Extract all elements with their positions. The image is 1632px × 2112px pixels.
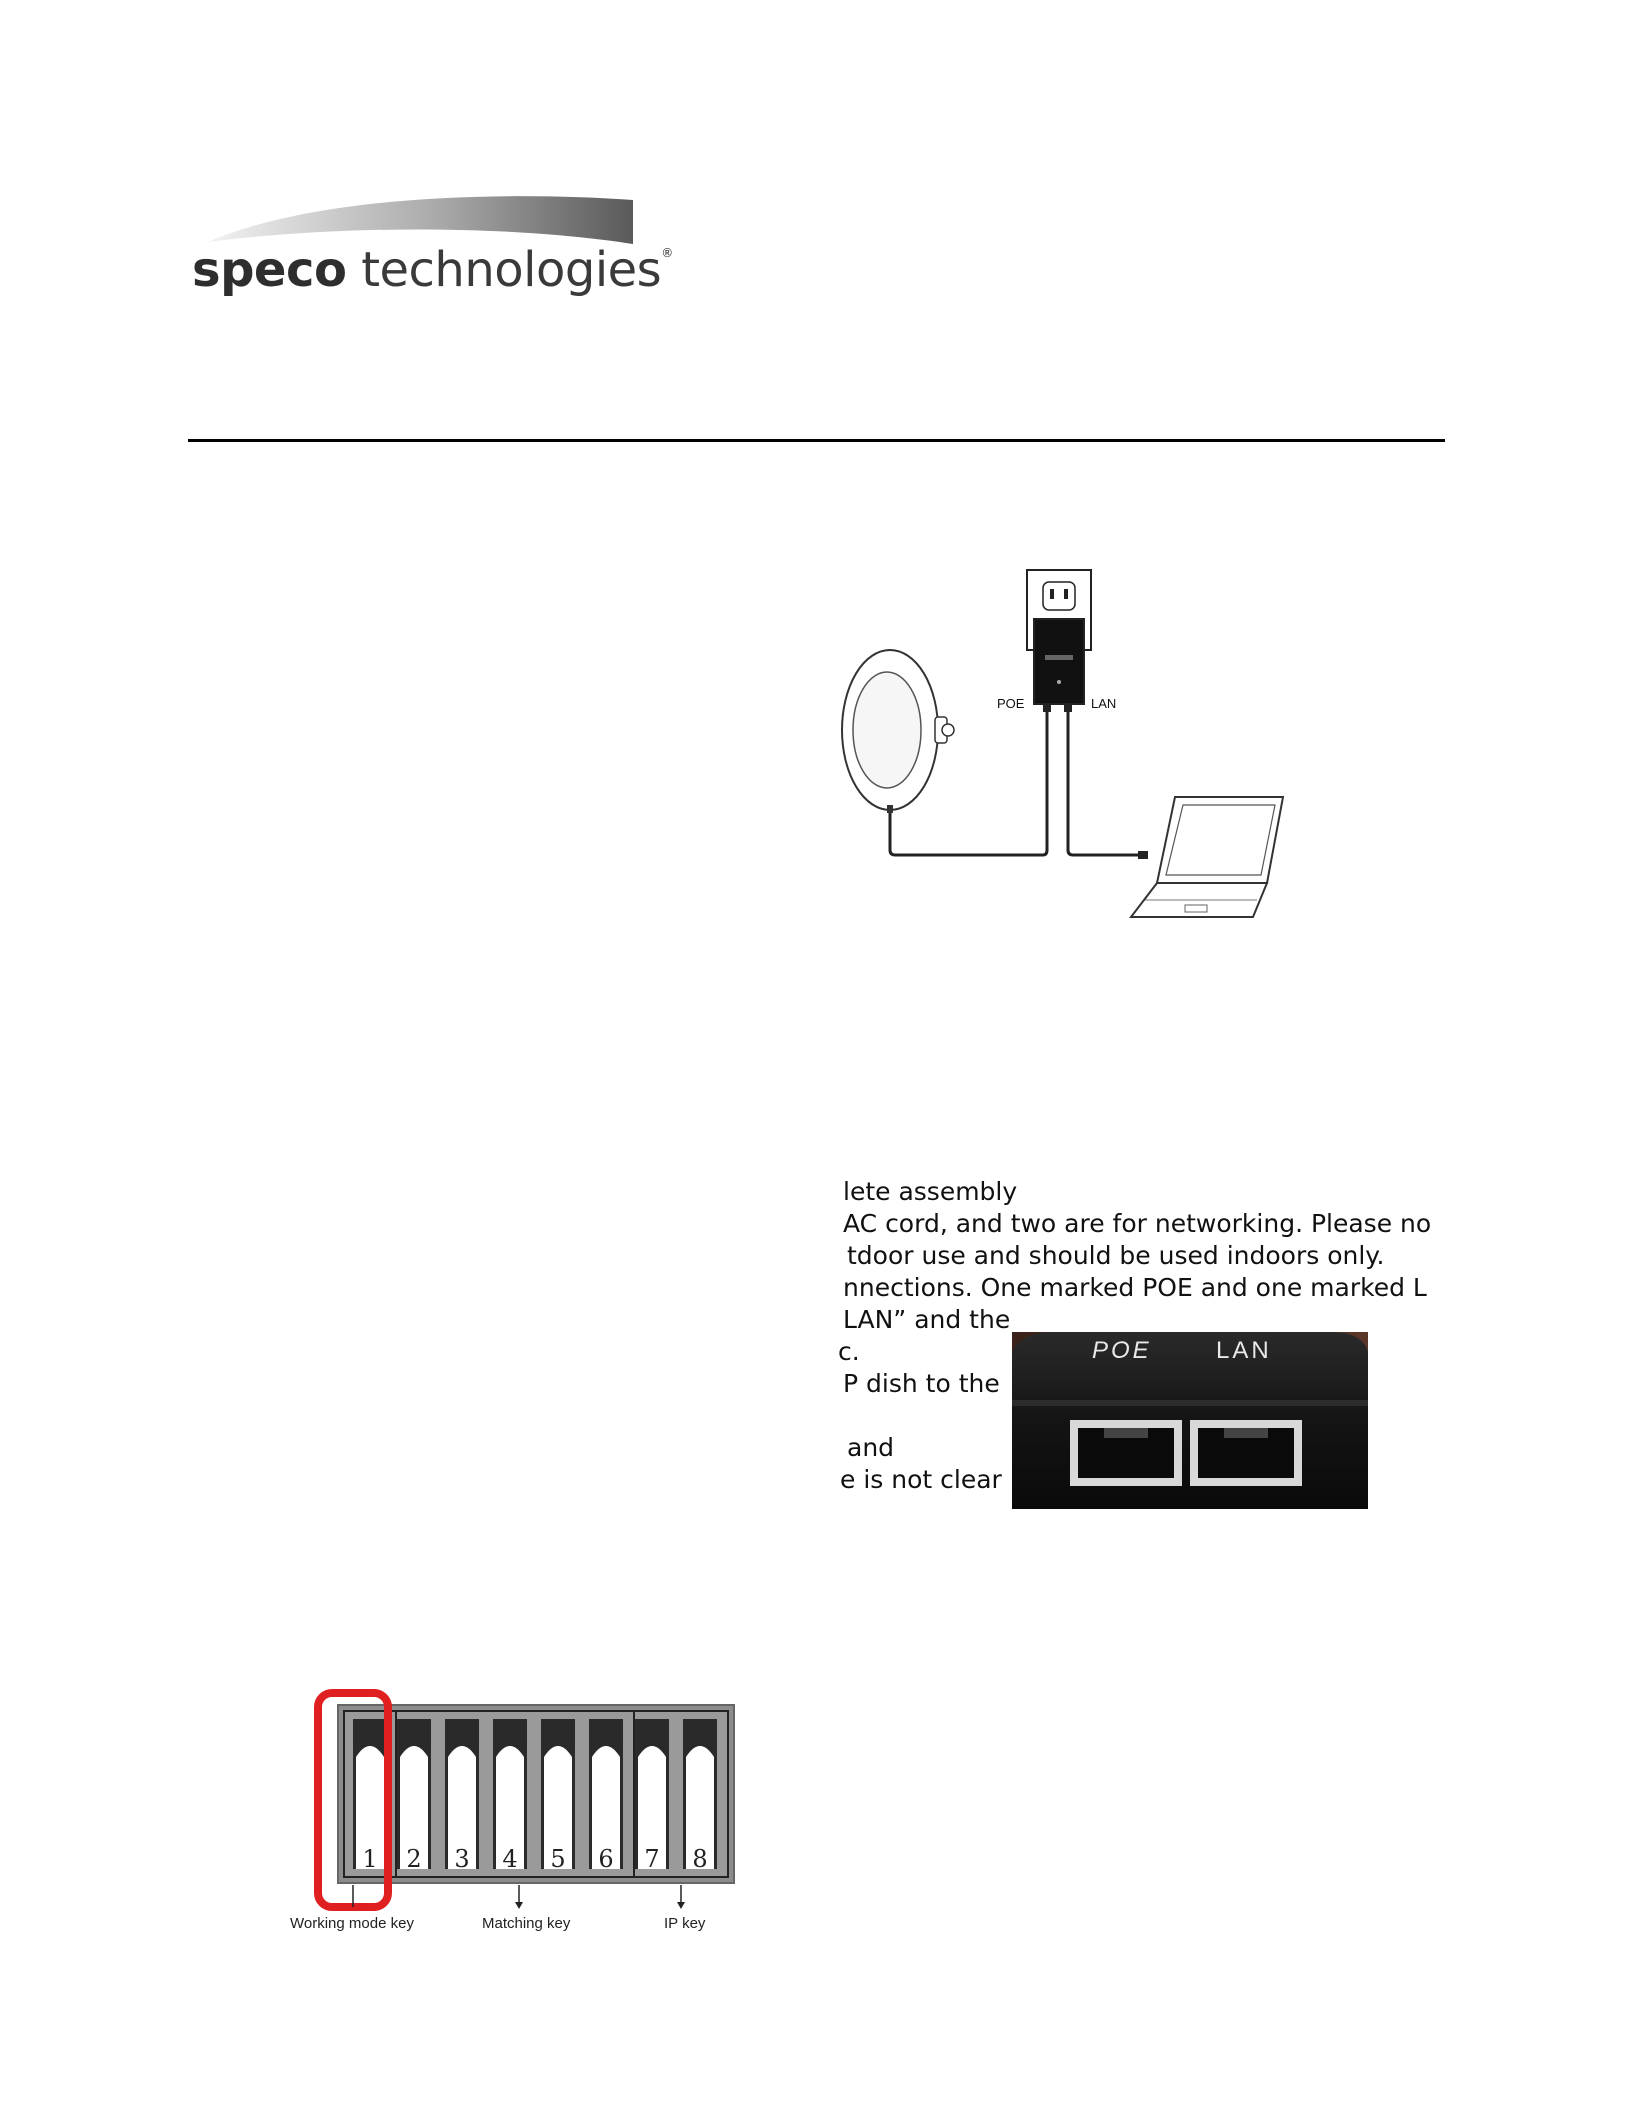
logo-swoosh xyxy=(188,190,638,250)
instruction-line-9: e is not clear xyxy=(840,1465,1002,1494)
logo-registered-mark: ® xyxy=(661,246,673,260)
dip-switch-number: 5 xyxy=(550,1845,566,1873)
photo-poe-port xyxy=(1070,1420,1182,1486)
header-divider xyxy=(188,439,1445,442)
dip-switch-key-1 xyxy=(353,1719,387,1873)
dip-switch-number: 2 xyxy=(406,1845,422,1873)
dip-switch-number: 6 xyxy=(598,1845,614,1873)
logo-brand-rest: technologies xyxy=(361,242,662,298)
caption-working-mode-key: Working mode key xyxy=(290,1915,414,1932)
dip-switch-number: 4 xyxy=(502,1845,518,1873)
instruction-line-2: AC cord, and two are for networking. Please no xyxy=(843,1209,1432,1238)
dip-switch-key-8 xyxy=(683,1719,717,1873)
instruction-line-6: c. xyxy=(838,1337,860,1366)
dip-switch-key-7 xyxy=(635,1719,669,1873)
poe-port-label: POE xyxy=(997,696,1025,711)
photo-lan-text: LAN xyxy=(1216,1337,1272,1364)
dip-switch-key-4 xyxy=(493,1719,527,1873)
instruction-line-3: tdoor use and should be used indoors only. xyxy=(847,1241,1385,1270)
poe-injector-icon xyxy=(1034,619,1084,712)
lan-cable xyxy=(1068,712,1140,855)
caption-matching-key: Matching key xyxy=(482,1915,571,1932)
photo-poe-text: POE xyxy=(1092,1337,1152,1364)
instruction-line-8: and xyxy=(847,1433,895,1462)
instruction-line-7: P dish to the xyxy=(843,1369,1000,1398)
dip-switch-number: 3 xyxy=(454,1845,470,1873)
lan-port-label: LAN xyxy=(1091,696,1117,711)
caption-ip-key: IP key xyxy=(664,1915,706,1932)
logo-wordmark xyxy=(192,242,673,298)
dip-switch-key-2 xyxy=(397,1719,431,1873)
instruction-line-1: lete assembly xyxy=(843,1177,1018,1206)
photo-lan-port xyxy=(1190,1420,1302,1486)
dip-switch-figure xyxy=(290,1685,750,1935)
antenna-dish-icon xyxy=(842,650,954,813)
laptop-icon xyxy=(1131,797,1283,917)
logo-brand-bold: speco xyxy=(192,242,347,298)
dip-switch-number: 7 xyxy=(644,1845,660,1873)
dip-switch-key-3 xyxy=(445,1719,479,1873)
dip-switch-key-5 xyxy=(541,1719,575,1873)
setup-diagram xyxy=(835,565,1305,930)
speco-logo xyxy=(188,190,673,310)
poe-injector-photo xyxy=(1012,1332,1368,1509)
instruction-line-4: nnections. One marked POE and one marked L xyxy=(843,1273,1427,1302)
instruction-line-5: LAN” and the xyxy=(843,1305,1011,1334)
dip-switch-number: 1 xyxy=(362,1845,378,1873)
dip-switch-number: 8 xyxy=(692,1845,708,1873)
dip-switch-key-6 xyxy=(589,1719,623,1873)
